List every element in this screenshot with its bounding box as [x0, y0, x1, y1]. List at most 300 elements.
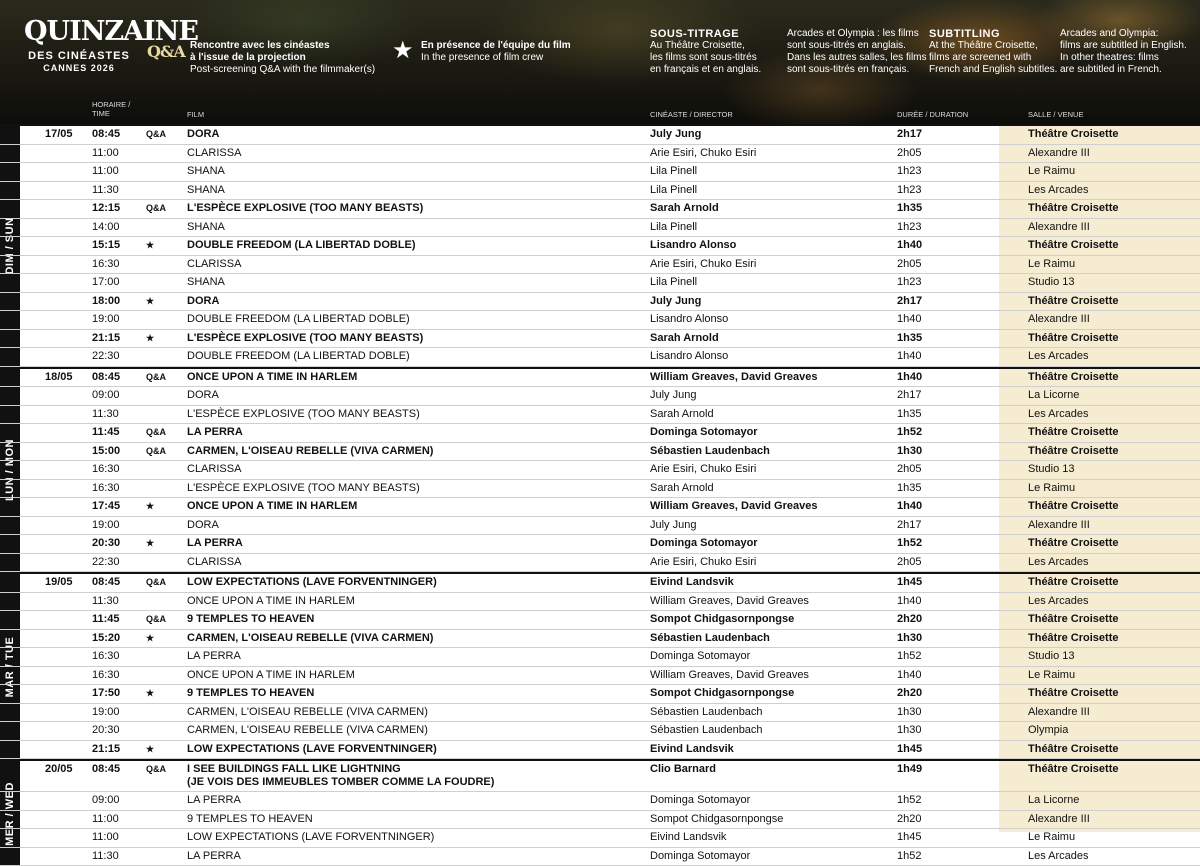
venue-cell: Le Raimu	[1028, 831, 1075, 844]
screening-row	[0, 145, 1200, 164]
film-title-cell: L'ESPÈCE EXPLOSIVE (TOO MANY BEASTS)	[187, 332, 423, 345]
screening-row	[0, 406, 1200, 425]
qa-icon: Q&A	[146, 613, 166, 626]
film-title-cell-line2: (JE VOIS DES IMMEUBLES TOMBER COMME LA FOUDRE)	[187, 776, 494, 789]
film-title-cell: CLARISSA	[187, 556, 241, 569]
subtitling-en-line: films are screened with	[929, 52, 1057, 64]
legend-star-fr: En présence de l'équipe du film	[421, 40, 571, 52]
time-cell: 08:45	[92, 763, 120, 776]
subtitling-fr-line: les films sont sous-titrés	[650, 52, 761, 64]
time-cell: 11:30	[92, 184, 119, 197]
venue-cell: Théâtre Croisette	[1028, 687, 1118, 700]
director-cell: Sébastien Laudenbach	[650, 706, 763, 719]
subtitling-en-other	[1060, 28, 1187, 76]
col-header-time-l2: TIME	[92, 109, 130, 118]
time-cell: 12:15	[92, 202, 120, 215]
time-cell: 11:00	[92, 831, 119, 844]
director-cell: Sarah Arnold	[650, 202, 719, 215]
venue-cell: Théâtre Croisette	[1028, 632, 1118, 645]
director-cell: Lila Pinell	[650, 165, 697, 178]
venue-cell: Théâtre Croisette	[1028, 500, 1118, 513]
film-title-cell: LA PERRA	[187, 850, 241, 863]
time-cell: 16:30	[92, 650, 120, 663]
time-cell: 19:00	[92, 313, 120, 326]
header	[0, 0, 1200, 124]
festival-logo	[24, 18, 134, 73]
director-cell: Lila Pinell	[650, 221, 697, 234]
logo-subtitle: DES CINÉASTES	[24, 50, 134, 62]
venue-cell: Théâtre Croisette	[1028, 743, 1118, 756]
day-block	[0, 759, 1200, 866]
film-title-cell: 9 TEMPLES TO HEAVEN	[187, 613, 314, 626]
qa-icon: Q&A	[146, 763, 166, 776]
legend-qa-fr-2: à l'issue de la projection	[190, 52, 375, 64]
screening-row	[0, 219, 1200, 238]
venue-cell: Alexandre III	[1028, 813, 1090, 826]
venue-cell: Théâtre Croisette	[1028, 445, 1118, 458]
star-icon: ★	[146, 632, 154, 645]
film-title-cell: I SEE BUILDINGS FALL LIKE LIGHTNING	[187, 763, 401, 776]
director-cell: William Greaves, David Greaves	[650, 595, 809, 608]
venue-cell: Théâtre Croisette	[1028, 239, 1118, 252]
duration-cell: 1h40	[897, 500, 922, 513]
legend-star-en: In the presence of film crew	[421, 52, 543, 63]
film-title-cell: 9 TEMPLES TO HEAVEN	[187, 687, 314, 700]
director-cell: Arie Esiri, Chuko Esiri	[650, 147, 756, 160]
film-title-cell: CARMEN, L'OISEAU REBELLE (VIVA CARMEN)	[187, 445, 433, 458]
time-cell: 08:45	[92, 371, 120, 384]
director-cell: Lisandro Alonso	[650, 350, 728, 363]
star-icon: ★	[146, 239, 154, 252]
venue-cell: Alexandre III	[1028, 147, 1090, 160]
duration-cell: 1h45	[897, 743, 922, 756]
director-cell: July Jung	[650, 389, 696, 402]
duration-cell: 1h23	[897, 165, 921, 178]
screening-row	[0, 274, 1200, 293]
time-cell: 16:30	[92, 463, 120, 476]
film-title-cell: LA PERRA	[187, 537, 243, 550]
time-cell: 09:00	[92, 794, 120, 807]
film-title-cell: DORA	[187, 295, 219, 308]
venue-cell: La Licorne	[1028, 389, 1079, 402]
screening-row	[0, 330, 1200, 349]
time-cell: 18:00	[92, 295, 120, 308]
venue-cell: La Licorne	[1028, 794, 1079, 807]
time-cell: 15:20	[92, 632, 120, 645]
director-cell: Lisandro Alonso	[650, 239, 736, 252]
film-title-cell: CLARISSA	[187, 463, 241, 476]
duration-cell: 2h20	[897, 687, 922, 700]
director-cell: Eivind Landsvik	[650, 743, 734, 756]
qa-icon: Q&A	[146, 128, 166, 141]
screening-row	[0, 424, 1200, 443]
venue-cell: Théâtre Croisette	[1028, 371, 1118, 384]
director-cell: Dominga Sotomayor	[650, 426, 758, 439]
film-title-cell: ONCE UPON A TIME IN HARLEM	[187, 595, 355, 608]
time-cell: 19:00	[92, 519, 120, 532]
time-cell: 21:15	[92, 743, 120, 756]
venue-cell: Théâtre Croisette	[1028, 332, 1118, 345]
screening-row	[0, 574, 1200, 593]
director-cell: Dominga Sotomayor	[650, 794, 750, 807]
time-cell: 15:00	[92, 445, 120, 458]
director-cell: William Greaves, David Greaves	[650, 500, 817, 513]
screening-row	[0, 722, 1200, 741]
days-container	[0, 124, 1200, 866]
duration-cell: 1h40	[897, 239, 922, 252]
director-cell: Clio Barnard	[650, 763, 716, 776]
film-title-cell: L'ESPÈCE EXPLOSIVE (TOO MANY BEASTS)	[187, 202, 423, 215]
duration-cell: 2h05	[897, 556, 921, 569]
subtitling-fr-other-line: sont sous-titrés en anglais.	[787, 40, 927, 52]
duration-cell: 1h35	[897, 482, 921, 495]
venue-cell: Théâtre Croisette	[1028, 613, 1118, 626]
director-cell: Arie Esiri, Chuko Esiri	[650, 463, 756, 476]
venue-cell: Théâtre Croisette	[1028, 295, 1118, 308]
screening-row	[0, 685, 1200, 704]
venue-cell: Théâtre Croisette	[1028, 576, 1118, 589]
film-title-cell: CLARISSA	[187, 147, 241, 160]
duration-cell: 2h20	[897, 613, 922, 626]
subtitling-fr-other-line: Dans les autres salles, les films	[787, 52, 927, 64]
screening-row	[0, 535, 1200, 554]
venue-cell: Studio 13	[1028, 463, 1074, 476]
director-cell: William Greaves, David Greaves	[650, 669, 809, 682]
duration-cell: 1h35	[897, 408, 921, 421]
col-header-duration: DURÉE / DURATION	[897, 110, 968, 119]
duration-cell: 1h40	[897, 371, 922, 384]
director-cell: Arie Esiri, Chuko Esiri	[650, 556, 756, 569]
time-cell: 11:00	[92, 813, 119, 826]
director-cell: William Greaves, David Greaves	[650, 371, 817, 384]
screening-row	[0, 443, 1200, 462]
logo-title: QUINZAINE	[24, 18, 134, 46]
screening-row	[0, 387, 1200, 406]
time-cell: 19:00	[92, 706, 120, 719]
logo-edition: CANNES 2026	[24, 63, 134, 73]
time-cell: 21:15	[92, 332, 120, 345]
time-cell: 20:30	[92, 724, 120, 737]
film-title-cell: LA PERRA	[187, 426, 243, 439]
film-title-cell: DORA	[187, 128, 219, 141]
director-cell: Sébastien Laudenbach	[650, 724, 763, 737]
screening-row	[0, 293, 1200, 312]
time-cell: 17:50	[92, 687, 120, 700]
duration-cell: 1h30	[897, 724, 921, 737]
time-cell: 14:00	[92, 221, 120, 234]
director-cell: Sarah Arnold	[650, 408, 714, 421]
duration-cell: 1h23	[897, 221, 921, 234]
duration-cell: 2h05	[897, 463, 921, 476]
film-title-cell: L'ESPÈCE EXPLOSIVE (TOO MANY BEASTS)	[187, 482, 420, 495]
director-cell: Lisandro Alonso	[650, 313, 728, 326]
director-cell: Eivind Landsvik	[650, 576, 734, 589]
duration-cell: 1h35	[897, 202, 922, 215]
duration-cell: 1h40	[897, 313, 921, 326]
col-header-time	[92, 100, 130, 118]
film-title-cell: DORA	[187, 389, 219, 402]
screening-row	[0, 498, 1200, 517]
venue-cell: Alexandre III	[1028, 519, 1090, 532]
star-icon: ★	[146, 687, 154, 700]
film-title-cell: 9 TEMPLES TO HEAVEN	[187, 813, 313, 826]
day-block	[0, 572, 1200, 759]
star-icon: ★	[392, 36, 414, 65]
director-cell: July Jung	[650, 519, 696, 532]
qa-icon: Q&A	[146, 202, 166, 215]
film-title-cell: SHANA	[187, 221, 225, 234]
duration-cell: 1h40	[897, 595, 921, 608]
subtitling-en-line: At the Théâtre Croisette,	[929, 40, 1057, 52]
venue-cell: Théâtre Croisette	[1028, 537, 1118, 550]
time-cell: 11:45	[92, 426, 120, 439]
screening-row	[0, 811, 1200, 830]
duration-cell: 1h52	[897, 794, 921, 807]
venue-cell: Les Arcades	[1028, 850, 1089, 863]
duration-cell: 1h45	[897, 576, 922, 589]
director-cell: Sompot Chidgasornpongse	[650, 813, 783, 826]
duration-cell: 2h17	[897, 128, 922, 141]
time-cell: 16:30	[92, 482, 120, 495]
date-cell: 19/05	[45, 576, 73, 589]
film-title-cell: CARMEN, L'OISEAU REBELLE (VIVA CARMEN)	[187, 724, 428, 737]
star-icon: ★	[146, 332, 154, 345]
day-label-text: LUN / MON	[4, 439, 16, 501]
director-cell: Sarah Arnold	[650, 332, 719, 345]
subtitling-fr-line: Au Théâtre Croisette,	[650, 40, 761, 52]
film-title-cell: ONCE UPON A TIME IN HARLEM	[187, 371, 357, 384]
subtitling-fr-line: en français et en anglais.	[650, 64, 761, 76]
duration-cell: 1h30	[897, 632, 922, 645]
time-cell: 11:45	[92, 613, 120, 626]
director-cell: Sarah Arnold	[650, 482, 714, 495]
time-cell: 11:30	[92, 850, 119, 863]
director-cell: Arie Esiri, Chuko Esiri	[650, 258, 756, 271]
time-cell: 17:45	[92, 500, 120, 513]
legend-qa-fr-1: Rencontre avec les cinéastes	[190, 40, 375, 52]
film-title-cell: LOW EXPECTATIONS (LAVE FORVENTNINGER)	[187, 743, 437, 756]
col-header-director: CINÉASTE / DIRECTOR	[650, 110, 733, 119]
duration-cell: 1h52	[897, 426, 922, 439]
venue-cell: Olympia	[1028, 724, 1068, 737]
venue-cell: Alexandre III	[1028, 706, 1090, 719]
star-icon: ★	[146, 743, 154, 756]
film-title-cell: ONCE UPON A TIME IN HARLEM	[187, 500, 357, 513]
director-cell: Dominga Sotomayor	[650, 537, 758, 550]
subtitling-en-other-line: are subtitled in French.	[1060, 64, 1187, 76]
time-cell: 11:30	[92, 595, 119, 608]
duration-cell: 1h23	[897, 276, 921, 289]
subtitling-en	[929, 28, 1057, 76]
subtitling-en-other-line: films are subtitled in English.	[1060, 40, 1187, 52]
director-cell: Lila Pinell	[650, 276, 697, 289]
film-title-cell: LOW EXPECTATIONS (LAVE FORVENTNINGER)	[187, 831, 434, 844]
duration-cell: 2h20	[897, 813, 921, 826]
time-cell: 17:00	[92, 276, 120, 289]
film-title-cell: L'ESPÈCE EXPLOSIVE (TOO MANY BEASTS)	[187, 408, 420, 421]
director-cell: Dominga Sotomayor	[650, 650, 750, 663]
subtitling-fr	[650, 28, 761, 76]
director-cell: Sébastien Laudenbach	[650, 632, 770, 645]
duration-cell: 1h45	[897, 831, 921, 844]
screening-row	[0, 704, 1200, 723]
venue-cell: Le Raimu	[1028, 258, 1075, 271]
film-title-cell: DOUBLE FREEDOM (LA LIBERTAD DOBLE)	[187, 350, 410, 363]
screening-row	[0, 761, 1200, 792]
time-cell: 11:00	[92, 147, 119, 160]
screening-row	[0, 163, 1200, 182]
film-title-cell: DOUBLE FREEDOM (LA LIBERTAD DOBLE)	[187, 313, 410, 326]
duration-cell: 2h17	[897, 295, 922, 308]
venue-cell: Théâtre Croisette	[1028, 128, 1118, 141]
date-cell: 17/05	[45, 128, 73, 141]
venue-cell: Les Arcades	[1028, 408, 1089, 421]
star-icon: ★	[146, 537, 154, 550]
venue-cell: Théâtre Croisette	[1028, 426, 1118, 439]
venue-cell: Le Raimu	[1028, 669, 1075, 682]
film-title-cell: DOUBLE FREEDOM (LA LIBERTAD DOBLE)	[187, 239, 416, 252]
director-cell: Sébastien Laudenbach	[650, 445, 770, 458]
date-cell: 20/05	[45, 763, 73, 776]
screening-row	[0, 369, 1200, 388]
qa-icon: Q&A	[146, 426, 166, 439]
venue-cell: Les Arcades	[1028, 350, 1089, 363]
qa-icon: Q&A	[146, 445, 166, 458]
subtitling-fr-other-line: sont sous-titrés en français.	[787, 64, 927, 76]
venue-cell: Les Arcades	[1028, 556, 1089, 569]
time-cell: 16:30	[92, 258, 120, 271]
duration-cell: 2h05	[897, 258, 921, 271]
venue-cell: Studio 13	[1028, 650, 1074, 663]
director-cell: Lila Pinell	[650, 184, 697, 197]
screening-row	[0, 741, 1200, 760]
legend-star	[421, 40, 571, 64]
film-title-cell: CARMEN, L'OISEAU REBELLE (VIVA CARMEN)	[187, 706, 428, 719]
film-title-cell: SHANA	[187, 276, 225, 289]
film-title-cell: SHANA	[187, 165, 225, 178]
film-title-cell: SHANA	[187, 184, 225, 197]
subtitling-fr-other	[787, 28, 927, 76]
time-cell: 11:00	[92, 165, 119, 178]
director-cell: Eivind Landsvik	[650, 831, 726, 844]
date-cell: 18/05	[45, 371, 73, 384]
duration-cell: 2h05	[897, 147, 921, 160]
qa-icon: Q&A	[147, 42, 185, 61]
film-title-cell: LA PERRA	[187, 794, 241, 807]
col-header-venue: SALLE / VENUE	[1028, 110, 1083, 119]
film-title-cell: CLARISSA	[187, 258, 241, 271]
film-title-cell: CARMEN, L'OISEAU REBELLE (VIVA CARMEN)	[187, 632, 433, 645]
screening-row	[0, 200, 1200, 219]
time-cell: 20:30	[92, 537, 120, 550]
duration-cell: 1h30	[897, 445, 922, 458]
screening-row	[0, 611, 1200, 630]
col-header-film: FILM	[187, 110, 204, 119]
venue-cell: Les Arcades	[1028, 595, 1089, 608]
qa-icon: Q&A	[146, 576, 166, 589]
time-cell: 15:15	[92, 239, 120, 252]
director-cell: Dominga Sotomayor	[650, 850, 750, 863]
subtitling-en-other-line: Arcades and Olympia:	[1060, 28, 1187, 40]
duration-cell: 1h52	[897, 650, 921, 663]
screening-row	[0, 554, 1200, 573]
time-cell: 08:45	[92, 128, 120, 141]
subtitling-en-title: SUBTITLING	[929, 28, 1057, 40]
venue-cell: Le Raimu	[1028, 165, 1075, 178]
screening-row	[0, 480, 1200, 499]
duration-cell: 1h52	[897, 850, 921, 863]
time-cell: 08:45	[92, 576, 120, 589]
duration-cell: 1h49	[897, 763, 922, 776]
screening-row	[0, 792, 1200, 811]
time-cell: 16:30	[92, 669, 120, 682]
duration-cell: 2h17	[897, 519, 921, 532]
col-header-time-l1: HORAIRE /	[92, 100, 130, 109]
film-title-cell: LA PERRA	[187, 650, 241, 663]
time-cell: 11:30	[92, 408, 119, 421]
duration-cell: 1h40	[897, 350, 921, 363]
film-title-cell: LOW EXPECTATIONS (LAVE FORVENTNINGER)	[187, 576, 437, 589]
screening-row	[0, 648, 1200, 667]
subtitling-fr-other-line: Arcades et Olympia : les films	[787, 28, 927, 40]
time-cell: 22:30	[92, 350, 120, 363]
screening-row	[0, 593, 1200, 612]
venue-cell: Théâtre Croisette	[1028, 202, 1118, 215]
screening-row	[0, 630, 1200, 649]
duration-cell: 1h40	[897, 669, 921, 682]
day-block	[0, 367, 1200, 573]
duration-cell: 1h52	[897, 537, 922, 550]
venue-cell: Alexandre III	[1028, 313, 1090, 326]
screening-row	[0, 182, 1200, 201]
screening-row	[0, 667, 1200, 686]
venue-cell: Les Arcades	[1028, 184, 1089, 197]
director-cell: July Jung	[650, 295, 701, 308]
qa-icon: Q&A	[146, 371, 166, 384]
day-label-text: DIM / SUN	[4, 218, 16, 275]
day-block	[0, 124, 1200, 367]
venue-cell: Théâtre Croisette	[1028, 763, 1118, 776]
star-icon: ★	[146, 295, 154, 308]
day-label-text: MER / WED	[4, 782, 16, 846]
screening-row	[0, 461, 1200, 480]
star-icon: ★	[146, 500, 154, 513]
duration-cell: 1h35	[897, 332, 922, 345]
film-title-cell: DORA	[187, 519, 219, 532]
subtitling-en-line: French and English subtitles.	[929, 64, 1057, 76]
legend-qa	[190, 40, 375, 76]
screening-row	[0, 126, 1200, 145]
director-cell: July Jung	[650, 128, 701, 141]
subtitling-en-other-line: In other theatres: films	[1060, 52, 1187, 64]
film-title-cell: ONCE UPON A TIME IN HARLEM	[187, 669, 355, 682]
subtitling-fr-title: SOUS-TITRAGE	[650, 28, 761, 40]
venue-cell: Alexandre III	[1028, 221, 1090, 234]
day-label-text: MAR / TUE	[4, 636, 16, 697]
director-cell: Sompot Chidgasornpongse	[650, 613, 794, 626]
director-cell: Sompot Chidgasornpongse	[650, 687, 794, 700]
screening-row	[0, 517, 1200, 536]
venue-cell: Studio 13	[1028, 276, 1074, 289]
screening-row	[0, 237, 1200, 256]
schedule-table	[0, 124, 1200, 866]
duration-cell: 1h23	[897, 184, 921, 197]
duration-cell: 1h30	[897, 706, 921, 719]
screening-row	[0, 848, 1200, 866]
time-cell: 09:00	[92, 389, 120, 402]
screening-row	[0, 311, 1200, 330]
legend-qa-en: Post-screening Q&A with the filmmaker(s)	[190, 64, 375, 75]
